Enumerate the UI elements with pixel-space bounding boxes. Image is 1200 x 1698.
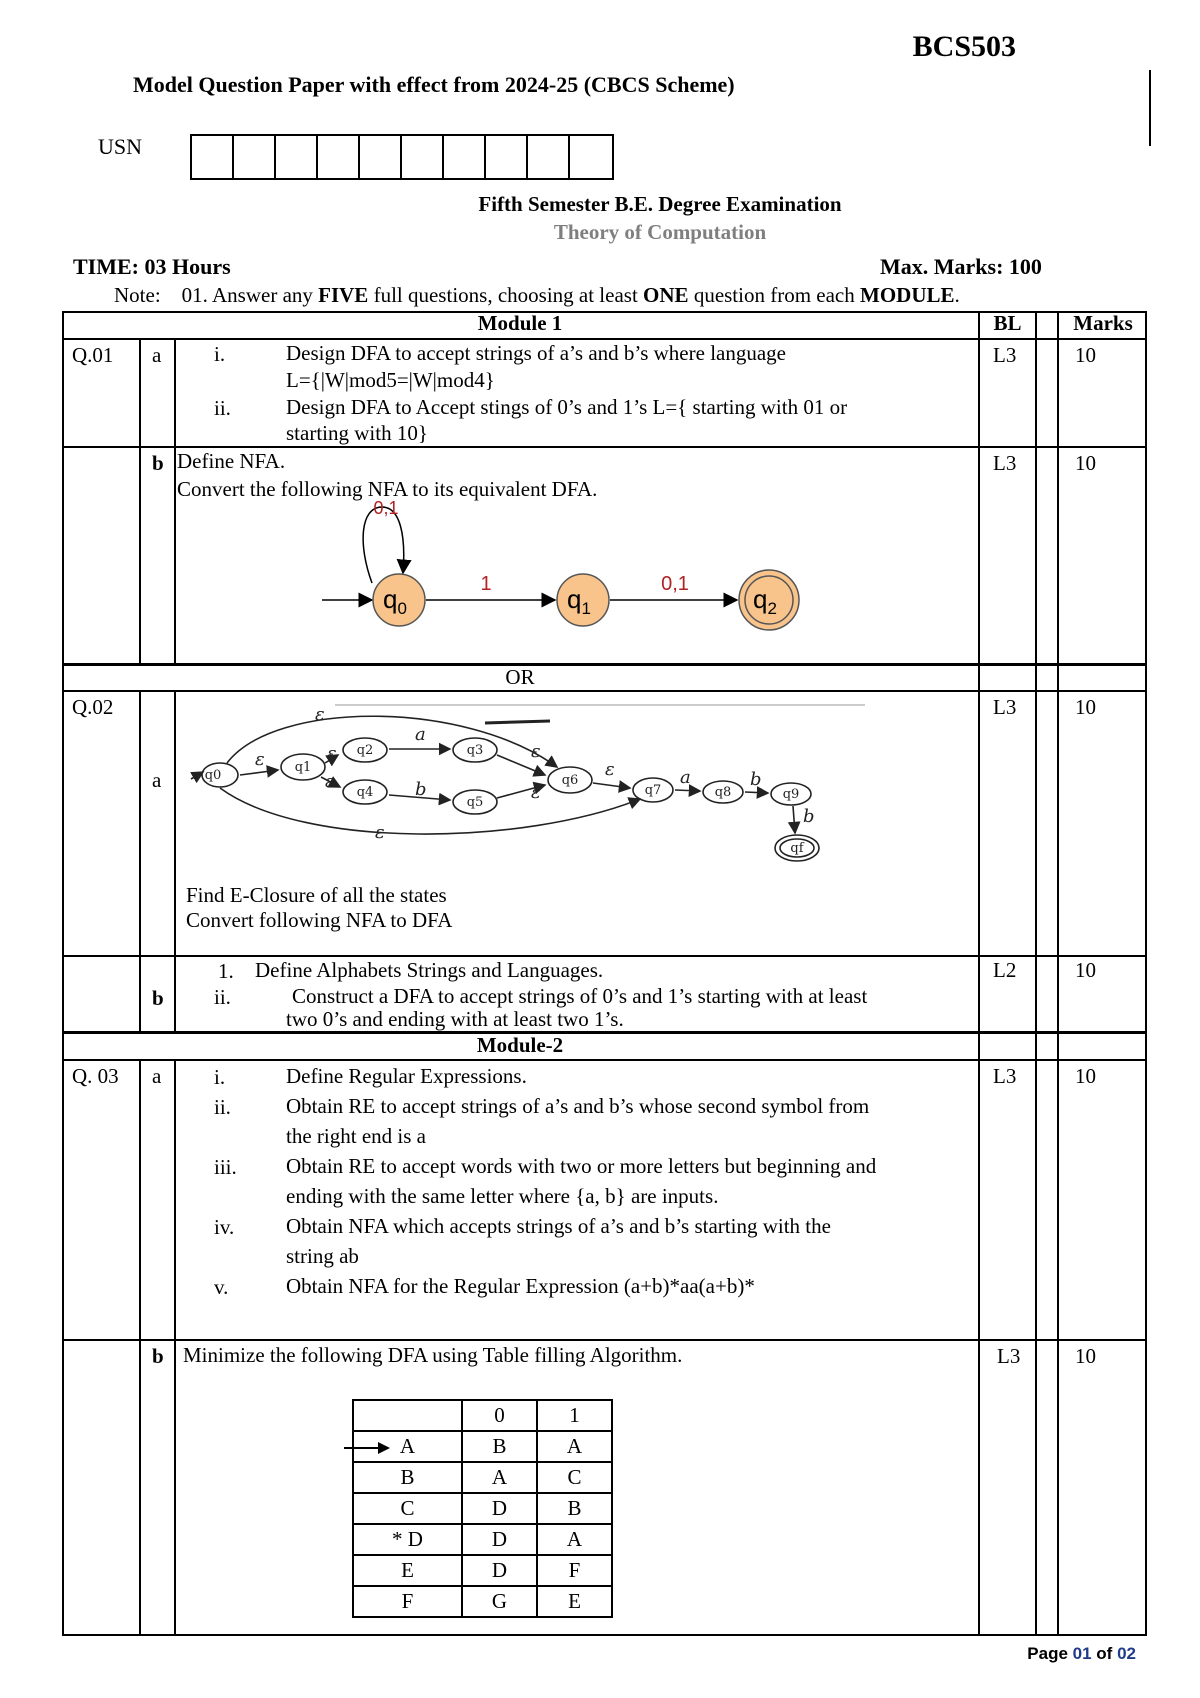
dfa-transition-table [352,1399,613,1618]
item-number: 1. [218,959,234,983]
instructions-note [114,283,960,308]
question-text: Obtain RE to accept strings of a’s and b’s whose second symbol from [286,1094,870,1118]
edge-label: ε [255,749,265,770]
usn-box [402,136,444,178]
marks-value: 10 [1075,451,1096,475]
question-text: Define Alphabets Strings and Languages. [255,958,604,982]
edge-label: a [415,724,426,745]
exam-name: Fifth Semester B.E. Degree Examination [478,192,842,216]
sub-question-label: a [152,768,162,792]
table-cell: C [537,1462,612,1493]
question-text: Minimize the following DFA using Table filling Algorithm. [183,1343,683,1367]
question-text: the right end is a [286,1124,426,1148]
item-number: i. [214,1065,226,1089]
item-number: v. [214,1275,229,1299]
edge-label: b [750,769,762,790]
course-code: BCS503 [912,30,1016,63]
usn-box [234,136,276,178]
table-header-cell: 1 [537,1400,612,1431]
question-text: Design DFA to accept strings of a’s and b’s where language [286,341,786,365]
state-label-sub: 2 [767,599,777,618]
page-number [1027,1644,1136,1664]
state-label-main: q [753,584,768,614]
marks-value: 10 [1075,695,1096,719]
question-text: Obtain NFA which accepts strings of a’s and b’s starting with the [286,1214,831,1238]
start-arrow [191,772,203,779]
question-number: Q.02 [72,695,114,719]
note-text: full questions, choosing at least [368,283,644,307]
state-name: A [399,1434,416,1458]
paper-title: Model Question Paper with effect from 2024-25 (CBCS Scheme) [133,72,735,97]
usn-box [192,136,234,178]
bloom-level: L3 [993,343,1017,367]
state-label: q1 [294,760,312,775]
usn-box [318,136,360,178]
nfa-sketch [185,695,875,880]
table-row [353,1586,612,1617]
table-cell: F [537,1555,612,1586]
edge-label: ε [605,759,615,780]
state-label-main: q [383,584,398,614]
table-cell: E [537,1586,612,1617]
scribble [485,721,550,723]
marks-value: 10 [1075,343,1096,367]
subject-name: Theory of Computation [553,220,767,244]
state-label-sub: 1 [581,599,591,618]
state-label: q4 [356,785,374,800]
question-text: Define NFA. [177,449,286,473]
table-cell: A [462,1462,537,1493]
table-cell: G [462,1586,537,1617]
sub-question-label: a [152,1064,162,1088]
col-divider [1035,311,1037,1636]
usn-boxes [190,134,614,180]
edge-label: ε [375,822,385,843]
question-text: L={|W|mod5=|W|mod4} [286,368,495,392]
state-label-main: q [567,584,582,614]
footer-text: Page [1027,1644,1073,1663]
usn-box [276,136,318,178]
item-number: i. [214,342,226,366]
sub-question-label: b [152,451,164,475]
state-label: qf [790,841,804,856]
col-divider [1057,311,1059,1636]
col-divider [139,338,141,663]
start-state-arrow-icon [344,1441,392,1455]
edge-label: 1 [480,573,492,595]
table-cell: D [462,1493,537,1524]
usn-box [570,136,612,178]
table-header-cell: 0 [462,1400,537,1431]
usn-box [486,136,528,178]
state-label: q6 [561,773,579,788]
edge-label: 0,1 [373,498,399,518]
edge-label: b [803,806,815,827]
note-emphasis: FIVE [318,283,369,307]
state-cell: * D [353,1524,462,1555]
state-cell: B [353,1462,462,1493]
state-label: q5 [466,795,484,810]
question-text: Convert following NFA to DFA [186,908,453,932]
bloom-level: L3 [993,1064,1017,1088]
item-number: iv. [214,1215,235,1239]
state-label: q2 [356,743,374,758]
edge-label: ε [325,771,335,792]
or-divider-label: OR [505,665,535,689]
usn-label: USN [98,134,143,159]
question-text: Find E-Closure of all the states [186,883,447,907]
marks-header: Marks [1073,311,1133,335]
transition-edge [675,790,700,791]
item-number: ii. [214,985,231,1009]
table-row [353,1431,612,1462]
transition-edge [240,770,278,775]
usn-box [360,136,402,178]
state-label-sub: 0 [397,599,407,618]
table-row [353,1555,612,1586]
marks-value: 10 [1075,1064,1096,1088]
table-cell: A [537,1431,612,1462]
col-divider [139,1059,141,1636]
edge-label: ε [315,704,325,725]
row-divider [62,690,1147,692]
edge-label: ε [327,743,337,764]
bloom-level: L2 [993,958,1017,982]
state-label: q3 [466,743,484,758]
question-text: Design DFA to Accept stings of 0’s and 1’s L={ starting with 01 or [286,395,848,419]
question-text: ending with the same letter where {a, b} are inputs. [286,1184,719,1208]
footer-total: 02 [1117,1644,1136,1663]
table-cell: B [537,1493,612,1524]
col-divider [174,690,176,1031]
edge-label: b [415,779,427,800]
note-emphasis: ONE [643,283,689,307]
row-divider [62,955,1147,957]
table-row [353,1493,612,1524]
edge-label: ε [531,782,541,803]
table-cell: D [462,1555,537,1586]
table-cell: A [537,1524,612,1555]
state-label: q0 [204,768,222,783]
bloom-level: L3 [997,1344,1021,1368]
epsilon-edge [220,788,640,834]
table-cell: D [462,1524,537,1555]
footer-page: 01 [1072,1644,1092,1663]
sub-question-label: b [152,986,164,1010]
bl-header: BL [993,311,1022,335]
sub-question-label: b [152,1344,164,1368]
item-number: ii. [214,1095,231,1119]
sub-question-label: a [152,343,162,367]
question-number: Q. 03 [72,1064,119,1088]
row-divider [62,1339,1147,1341]
question-text: Convert the following NFA to its equivalent DFA. [177,477,598,501]
col-divider [174,338,176,663]
max-marks: Max. Marks: 100 [880,254,1042,279]
col-divider [978,311,980,1636]
table-header-row [353,1400,612,1431]
state-cell: F [353,1586,462,1617]
note-label: Note: [114,283,161,307]
table-header-cell [353,1400,462,1431]
note-text: 01. Answer any [181,283,319,307]
module-2-heading: Module-2 [476,1033,564,1057]
col-divider [174,1059,176,1636]
transition-edge [745,792,768,793]
table-cell: B [462,1431,537,1462]
table-row [353,1524,612,1555]
note-text: question from each [688,283,861,307]
question-text: Obtain RE to accept words with two or more letters but beginning and [286,1154,877,1178]
nfa-diagram [300,495,820,645]
state-label: q9 [782,787,800,802]
usn-box [444,136,486,178]
margin-bar [1149,70,1151,146]
table-row [353,1462,612,1493]
state-label: q8 [714,785,732,800]
module-1-heading: Module 1 [477,311,563,335]
transition-edge [593,783,630,788]
note-text: . [954,283,960,307]
question-text: Define Regular Expressions. [286,1064,527,1088]
question-text: Construct a DFA to accept strings of 0’s and 1’s starting with at least [292,984,868,1008]
edge-label: ε [531,741,541,762]
item-number: iii. [214,1155,237,1179]
edge-label: 0,1 [661,573,689,595]
exam-time: TIME: 03 Hours [73,254,231,279]
row-divider [62,1059,1147,1061]
footer-text: of [1091,1644,1118,1663]
question-text: starting with 10} [286,421,428,445]
usn-box [528,136,570,178]
self-loop-edge [363,507,404,583]
question-number: Q.01 [72,343,114,367]
item-number: ii. [214,396,231,420]
state-cell: E [353,1555,462,1586]
state-label: q7 [644,783,662,798]
transition-edge [793,806,795,833]
question-text: Obtain NFA for the Regular Expression (a+b)*aa(a+b)* [286,1274,755,1298]
marks-value: 10 [1075,1344,1096,1368]
question-text: two 0’s and ending with at least two 1’s. [286,1007,624,1031]
marks-value: 10 [1075,958,1096,982]
state-cell [353,1431,462,1462]
question-text: string ab [286,1244,359,1268]
bloom-level: L3 [993,451,1017,475]
state-cell: C [353,1493,462,1524]
bloom-level: L3 [993,695,1017,719]
col-divider [139,690,141,1031]
edge-label: a [680,767,691,788]
note-emphasis: MODULE [860,283,955,307]
